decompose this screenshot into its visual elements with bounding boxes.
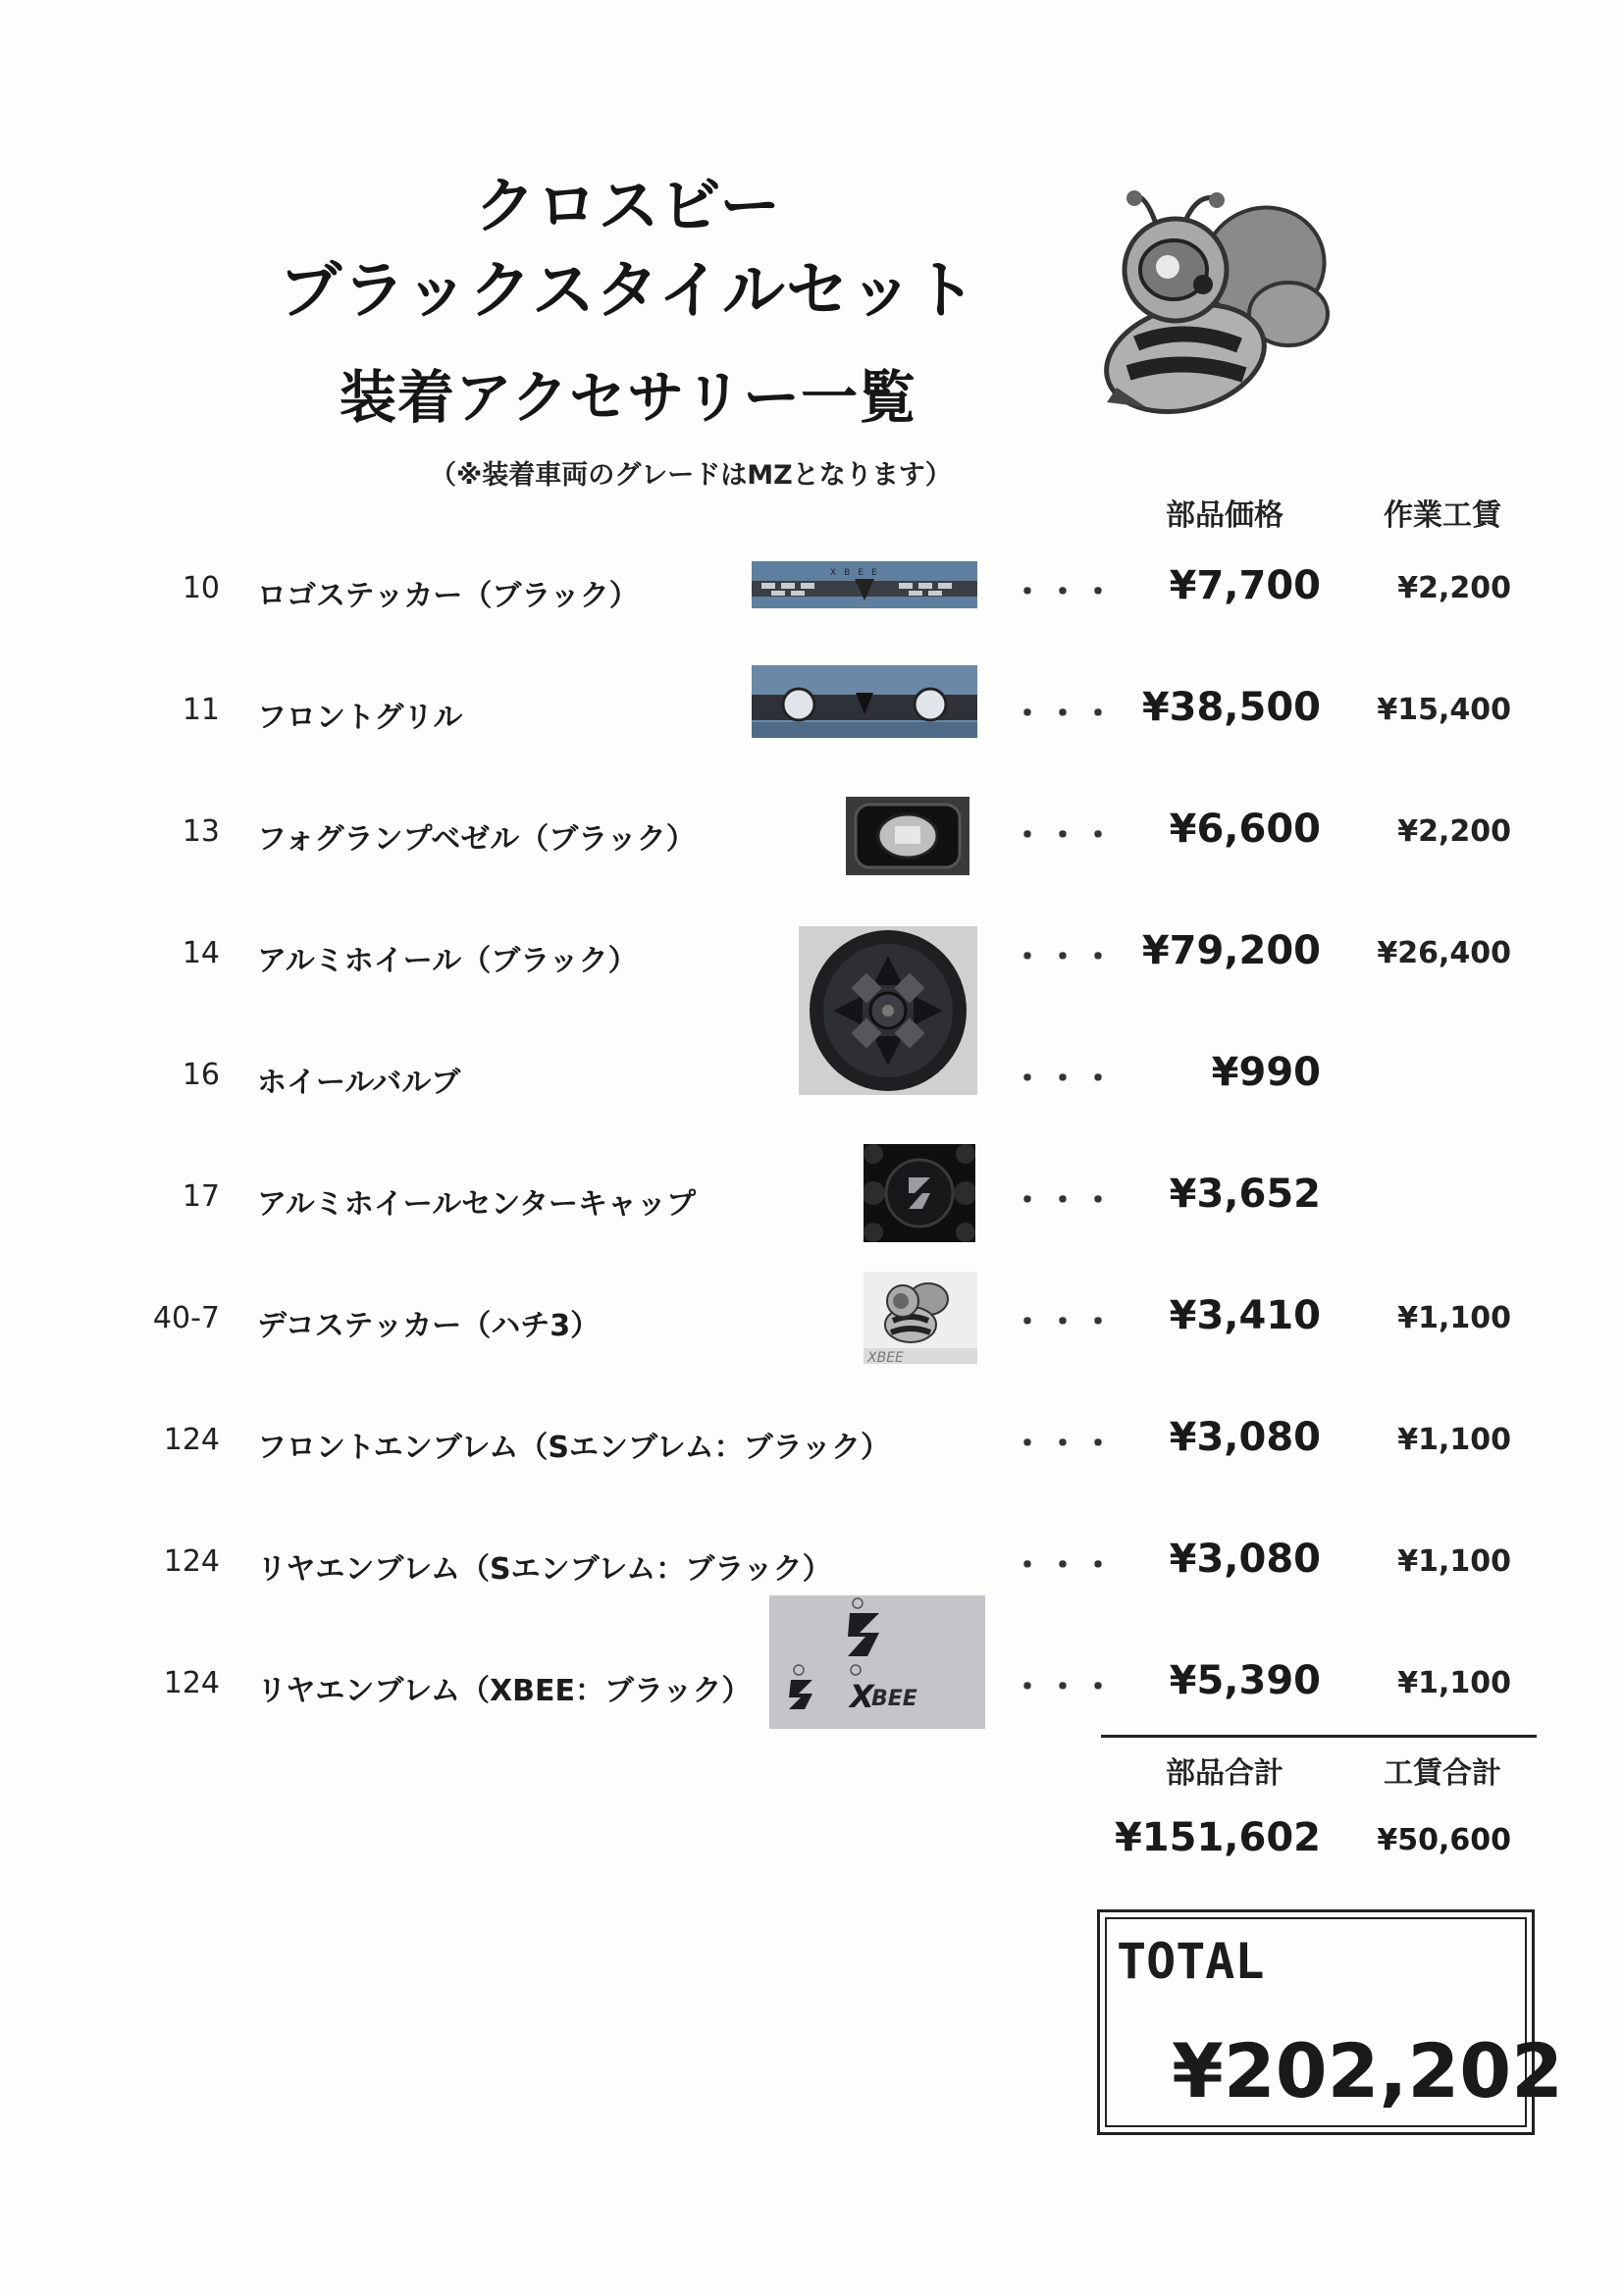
svg-text:XBEE: XBEE [867,1350,904,1364]
list-item [0,1291,1623,1350]
summary-rule [1101,1735,1537,1738]
column-header-parts-price: 部品価格 [1166,498,1283,533]
item-name: フロントグリル [257,701,463,735]
item-labor: ¥2,200 [1397,571,1511,605]
item-name: デコステッカー（ハチ3） [257,1309,601,1343]
logo-sticker-photo [752,561,977,608]
title-line-1: クロスビー [474,170,782,241]
item-name: ホイールバルブ [257,1066,461,1100]
item-number: 16 [182,1058,220,1092]
item-price: ¥7,700 [1169,563,1321,608]
leader-dots: ・・・ [1011,938,1117,977]
item-labor: ¥1,100 [1397,1544,1511,1579]
item-number: 17 [182,1179,220,1214]
item-labor: ¥26,400 [1377,936,1511,970]
total-box [1097,1909,1564,2135]
item-price: ¥3,080 [1169,1537,1321,1582]
center-cap-photo [864,1144,975,1242]
item-price: ¥3,652 [1169,1172,1321,1217]
item-labor: ¥1,100 [1397,1666,1511,1700]
title-line-2: ブラックスタイルセット [279,255,977,328]
leader-dots: ・・・ [1011,1425,1117,1464]
item-number: 124 [163,1423,220,1457]
item-name: ロゴステッカー（ブラック） [257,579,639,613]
svg-text:XBEE: XBEE [830,568,885,578]
fog-lamp-bezel-photo [846,797,969,875]
item-labor: ¥1,100 [1397,1301,1511,1335]
leader-dots: ・・・ [1011,1060,1117,1099]
front-grille-photo [752,665,977,738]
item-price: ¥3,410 [1169,1293,1321,1338]
item-name: アルミホイール（ブラック） [257,944,638,978]
item-name: フロントエンブレム（Sエンブレム：ブラック） [257,1431,891,1465]
emblem-set-photo [769,1595,985,1729]
column-header-labor: 作業工賃 [1384,498,1501,533]
svg-text:BEE: BEE [871,1687,917,1711]
total-label: TOTAL [1117,1933,1265,1990]
item-labor: ¥2,200 [1397,814,1511,849]
leader-dots: ・・・ [1011,695,1117,734]
bee-decal-photo [864,1272,977,1364]
item-number: 124 [163,1666,220,1700]
list-item [0,1535,1623,1593]
item-number: 124 [163,1544,220,1579]
item-name: アルミホイールセンターキャップ [257,1187,696,1222]
total-box-inner-border [1105,1917,1564,2127]
total-value: ¥202,202 [1172,2027,1564,2114]
item-number: 40-7 [152,1301,220,1335]
item-price: ¥38,500 [1141,685,1321,730]
list-item [0,1413,1623,1472]
item-price: ¥6,600 [1169,807,1321,852]
item-name: フォグランプベゼル（ブラック） [257,822,696,857]
leader-dots: ・・・ [1011,1546,1117,1586]
item-labor: ¥15,400 [1377,693,1511,727]
svg-text:X: X [850,1678,874,1715]
parts-total-value: ¥151,602 [1114,1815,1321,1860]
item-name: リヤエンブレム（Sエンブレム：ブラック） [257,1552,832,1587]
item-price: ¥990 [1211,1050,1321,1095]
item-price: ¥3,080 [1169,1415,1321,1460]
item-number: 14 [182,936,220,970]
leader-dots: ・・・ [1011,573,1117,612]
labor-total-value: ¥50,600 [1377,1823,1511,1857]
list-item [0,1048,1623,1107]
parts-total-label: 部品合計 [1166,1756,1283,1791]
grade-note: （※装着車両のグレードはMZとなります） [430,460,952,491]
item-number: 10 [182,571,220,605]
item-number: 13 [182,814,220,849]
item-number: 11 [182,693,220,727]
title-line-3: 装着アクセサリー一覧 [339,364,917,431]
bee-mascot-icon [1077,177,1342,422]
list-item [0,1170,1623,1228]
list-item [0,805,1623,863]
labor-total-label: 工賃合計 [1384,1756,1501,1791]
leader-dots: ・・・ [1011,816,1117,856]
item-price: ¥5,390 [1169,1658,1321,1703]
item-labor: ¥1,100 [1397,1423,1511,1457]
leader-dots: ・・・ [1011,1181,1117,1221]
item-name: リヤエンブレム（XBEE：ブラック） [257,1674,752,1708]
leader-dots: ・・・ [1011,1303,1117,1342]
item-price: ¥79,200 [1141,928,1321,973]
leader-dots: ・・・ [1011,1668,1117,1707]
